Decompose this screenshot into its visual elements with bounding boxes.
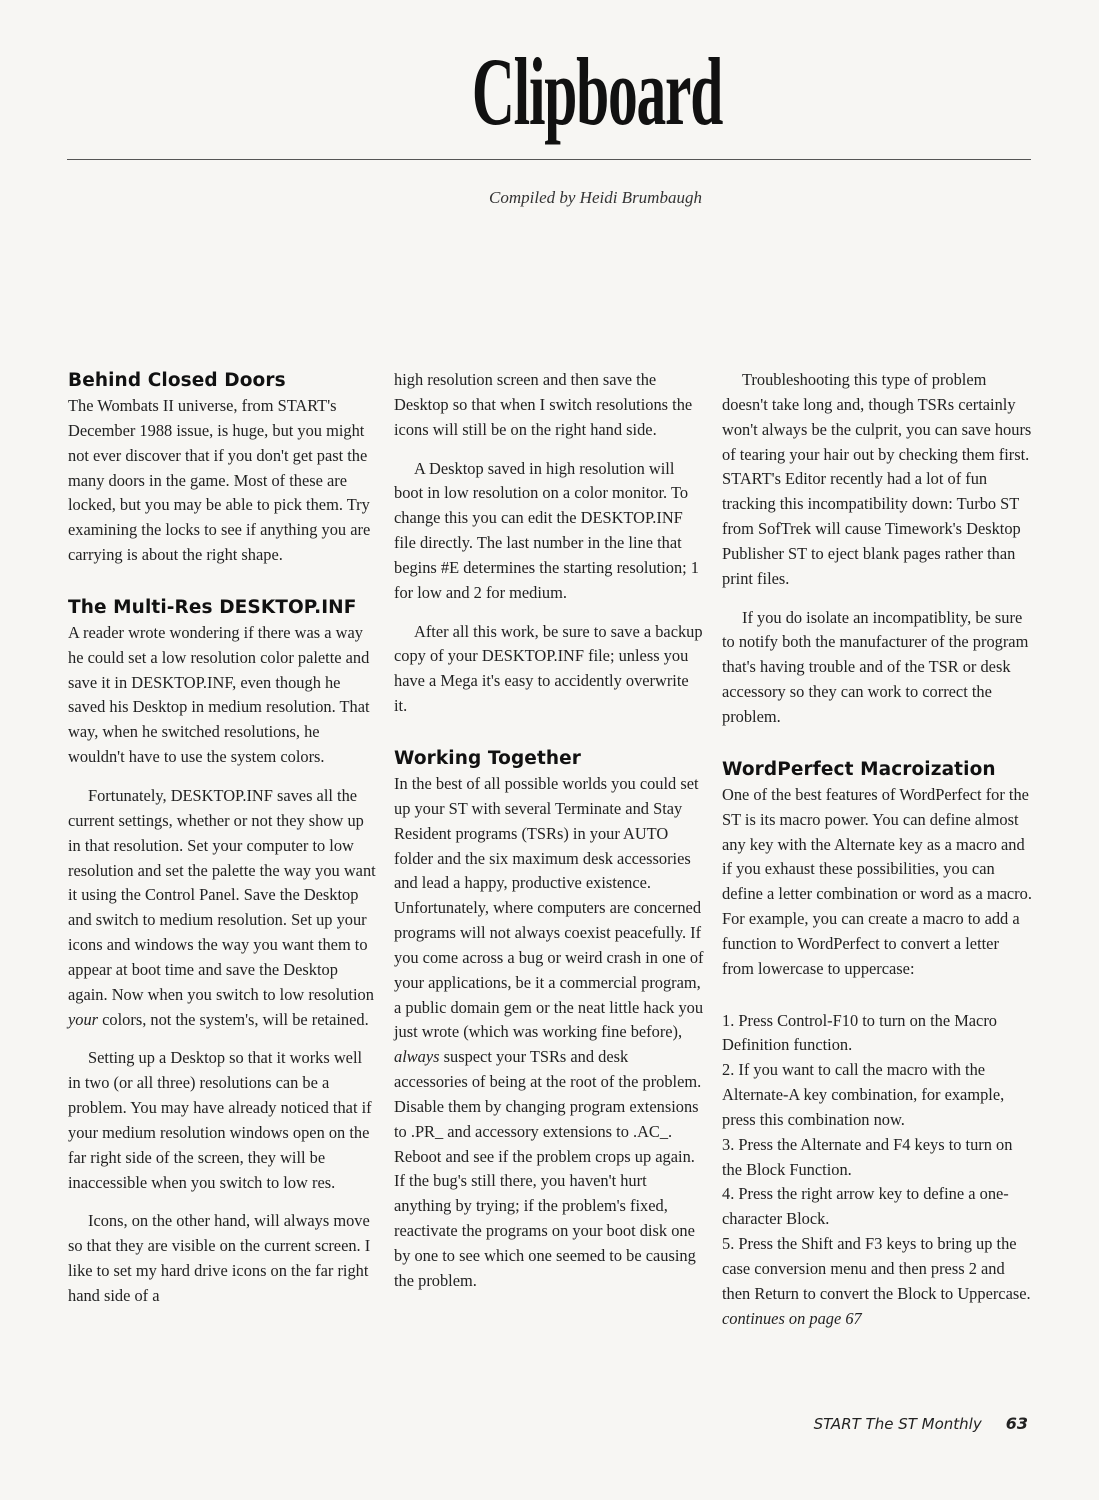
masthead bbox=[0, 38, 1099, 145]
emphasis: always bbox=[394, 1047, 440, 1067]
paragraph-multires-2 bbox=[68, 784, 378, 1032]
column-3 bbox=[722, 368, 1032, 1332]
byline: Compiled by Heidi Brumbaugh bbox=[489, 188, 702, 207]
list-item: 5. Press the Shift and F3 keys to bring up the case conversion menu and then press 2 and then Return to convert the Block to Uppercase. bbox=[722, 1234, 1031, 1303]
heading-behind-closed-doors: Behind Closed Doors bbox=[68, 370, 286, 391]
paragraph-troubleshooting: Troubleshooting this type of problem doesn't take long and, though TSRs certainly won't always be the culprit, you can save hours of tearing your hair out by checking them first. START's Editor recently had a lot of fun tracking this incompatibility down: Turbo ST from SofTrek will cause Timework's Desktop Publisher ST to eject blank pages rather than print files. bbox=[722, 370, 1032, 588]
heading-wordperfect: WordPerfect Macroization bbox=[722, 758, 996, 780]
list-item: 2. If you want to call the macro with the Alternate-A key combination, for example, press this combination now. bbox=[722, 1060, 1005, 1129]
page-title: Clipboard bbox=[471, 38, 723, 145]
list-item: 4. Press the right arrow key to define a one-character Block. bbox=[722, 1184, 1009, 1229]
paragraph-multires-1: A reader wrote wondering if there was a way he could set a low resolution color palette and save it in DESKTOP.INF, even though he saved his Desktop in medium resolution. That way, when he switched resolutions, he wouldn't have to use the system colors. bbox=[68, 622, 370, 767]
column-1 bbox=[68, 368, 378, 1309]
header-divider bbox=[67, 159, 1031, 160]
heading-multi-res: The Multi-Res DESKTOP.INF bbox=[68, 596, 357, 618]
continues-note bbox=[722, 1307, 1032, 1332]
list-item: 3. Press the Alternate and F4 keys to turn on the Block Function. bbox=[722, 1134, 1013, 1179]
page-footer bbox=[814, 1414, 1028, 1433]
paragraph-boot: A Desktop saved in high resolution will boot in low resolution on a color monitor. To change this you can edit the DESKTOP.INF file directly. The last number in the line that begins #E determines the starting resolution; 1 for low and 2 for medium. bbox=[394, 458, 699, 602]
continues-text: continues on page 67 bbox=[722, 1308, 862, 1328]
heading-working-together: Working Together bbox=[394, 747, 582, 769]
text-span: In the best of all possible worlds you could set up your ST with several Terminate and Stay Resident programs (TSRs) in your AUTO folder and the six maximum desk accessories and lead a happy, productive existence. Unfortunately, where computers are concerned programs will not always coexist peacefully. If you come across a bug or weird crash in one of your applications, be it a commercial program, a public domain gem or the neat little hack you just wrote (which was working fine before), bbox=[394, 773, 704, 1042]
paragraph-doors: The Wombats II universe, from START's December 1988 issue, is huge, but you might not ever discover that if you don't get past the many doors in the game. Most of these are locked, but you may be able to pick them. Try examining the locks to see if anything you are carrying is about the right shape. bbox=[68, 396, 371, 565]
paragraph-isolate: If you do isolate an incompatiblity, be sure to notify both the manufacturer of the program that's having trouble and of the TSR or desk accessory so they can work to correct the problem. bbox=[722, 607, 1029, 726]
paragraph-multires-3: Setting up a Desktop so that it works well in two (or all three) resolutions can be a problem. You may have already noticed that if your medium resolution windows open on the far right side of the screen, they will be inaccessible when you switch to low res. bbox=[68, 1048, 372, 1192]
page-number: 63 bbox=[1005, 1414, 1028, 1433]
text-span: suspect your TSRs and desk accessories of being at the root of the problem. Disable them by changing program extensions to .PR_ and accessory extensions to .AC_. Reboot and see if the problem crops up again. If the bug's still there, you haven't hurt anything by trying; if the problem's fixed, reactivate the programs on your boot disk one by one to see which one seemed to be causing the problem. bbox=[394, 1047, 702, 1290]
paragraph-backup: After all this work, be sure to save a backup copy of your DESKTOP.INF file; unless you have a Mega it's easy to accidently overwrite it. bbox=[394, 621, 703, 716]
text-span: colors, not the system's, will be retained. bbox=[98, 1009, 369, 1029]
magazine-name: START The ST Monthly bbox=[813, 1415, 982, 1433]
list-item: 1. Press Control-F10 to turn on the Macro Definition function. bbox=[722, 1010, 997, 1055]
paragraph-continued: high resolution screen and then save the Desktop so that when I switch resolutions the icons will still be on the right hand side. bbox=[394, 370, 693, 439]
column-2 bbox=[394, 368, 704, 1294]
paragraph-multires-4: Icons, on the other hand, will always move so that they are visible on the current screen. I like to set my hard drive icons on the far right hand side of a bbox=[68, 1211, 371, 1305]
paragraph-wordperfect: One of the best features of WordPerfect for the ST is its macro power. You can define almost any key with the Alternate key as a macro and if you exhaust these possibilities, you can define a letter combination or word as a macro. For example, you can create a macro to add a function to WordPerfect to convert a letter from lowercase to uppercase: bbox=[722, 784, 1032, 978]
paragraph-working bbox=[394, 772, 704, 1294]
text-span: Fortunately, DESKTOP.INF saves all the current settings, whether or not they show up in that resolution. Set your computer to low resolution and set the palette the way you want it using the Control Panel. Save the Desktop and switch to medium resolution. Set up your icons and windows the way you want them to appear at boot time and save the Desktop again. Now when you switch to low resolution bbox=[68, 785, 376, 1004]
emphasis: your bbox=[68, 1009, 99, 1029]
